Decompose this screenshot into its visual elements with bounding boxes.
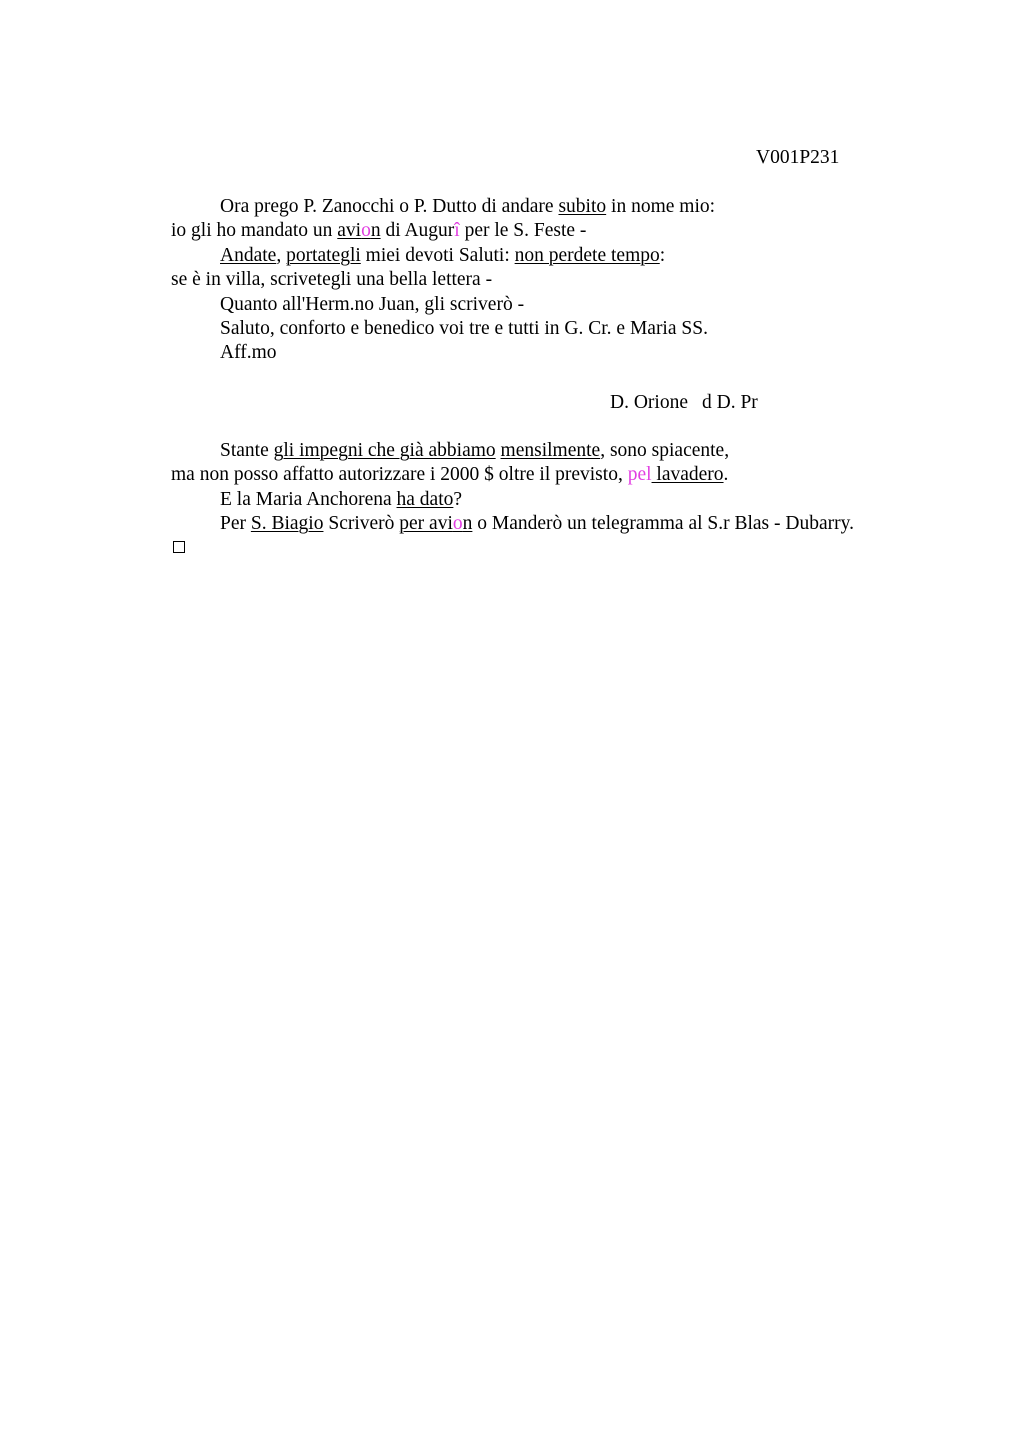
underlined-text: lavadero [651, 464, 724, 486]
text-segment: , [276, 244, 287, 266]
text-segment: io gli ho mandato un [171, 220, 338, 242]
text-segment: E la Maria Anchorena [220, 488, 397, 510]
underlined-text [337, 220, 380, 241]
text-segment: , sono spiacente, [600, 440, 730, 461]
text-line [171, 195, 931, 219]
underlined-text: ha dato [396, 488, 454, 510]
underlined-text: non perdete tempo [514, 244, 660, 266]
signature [610, 391, 758, 415]
underlined-text: subito [558, 196, 607, 217]
letter-paragraph-1 [171, 195, 931, 366]
highlighted-correction: î [454, 220, 460, 242]
signature-name: D. Orione [610, 392, 688, 413]
text-segment: Per [220, 513, 251, 535]
text-segment: Ora prego P. Zanocchi o P. Dutto di andare [220, 196, 559, 217]
text-segment: : [659, 244, 666, 266]
highlighted-correction: o [452, 513, 463, 535]
closing-line: Aff.mo [220, 342, 277, 364]
text-line: se è in villa, scrivetegli una bella lettera - [171, 269, 493, 291]
end-marker-box-icon [173, 541, 185, 553]
signature-suffix: d D. Pr [701, 392, 758, 413]
highlighted-correction: pel [627, 464, 652, 486]
text-segment: ? [453, 488, 463, 510]
underlined-text: mensilmente [500, 440, 601, 461]
text-segment: avi [337, 220, 362, 242]
text-line: Saluto, conforto e benedico voi tre e tutti in G. Cr. e Maria SS. [220, 317, 708, 339]
underlined-text: Andate [220, 244, 277, 266]
underlined-text: S. Biagio [250, 513, 324, 535]
letter-paragraph-2 [171, 439, 931, 537]
underlined-text: gli impegni che già abbiamo [273, 440, 496, 461]
text-line [171, 512, 931, 536]
text-segment: ma non posso affatto autorizzare i 2000 $ oltre il previsto, [171, 464, 628, 486]
text-segment: o Manderò un telegramma al S.r Blas - Dubarry. [472, 513, 854, 535]
text-segment: n [462, 513, 473, 535]
text-line [171, 463, 931, 487]
text-line [171, 488, 931, 512]
text-segment: Stante [220, 440, 274, 461]
text-line [171, 244, 931, 268]
document-id: V001P231 [756, 147, 840, 168]
text-segment: per le S. Feste - [459, 220, 587, 242]
text-line [171, 219, 931, 243]
underlined-text: portategli [286, 244, 361, 266]
text-segment: di Augur [380, 220, 455, 242]
highlighted-correction: o [361, 220, 371, 242]
text-segment: . [723, 464, 729, 486]
text-line [171, 439, 931, 463]
text-segment: per avi [399, 513, 453, 535]
text-segment: in nome mio: [606, 196, 716, 217]
underlined-text [399, 513, 472, 534]
text-line: Quanto all'Herm.no Juan, gli scriverò - [220, 293, 525, 315]
text-segment: n [370, 220, 381, 242]
text-segment: Scriverò [323, 513, 400, 535]
text-segment: miei devoti Saluti: [360, 244, 515, 266]
